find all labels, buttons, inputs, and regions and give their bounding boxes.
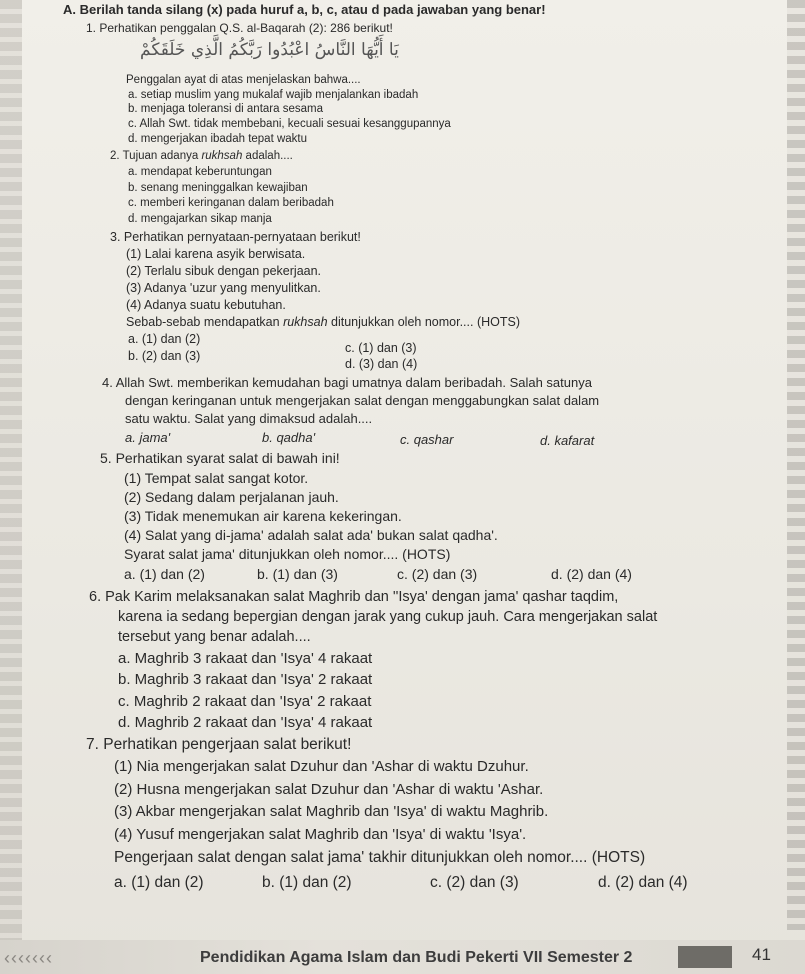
q2-stem: 2. Tujuan adanya rukhsah adalah....	[110, 150, 293, 162]
q2-option-a: a. mendapat keberuntungan	[128, 166, 272, 178]
q5-option-a: a. (1) dan (2)	[124, 566, 205, 582]
q7-stem: 7. Perhatikan pengerjaan salat berikut!	[86, 736, 352, 753]
left-page-edge	[0, 0, 22, 974]
q1-option-a: a. setiap muslim yang mukalaf wajib menjalankan ibadah	[128, 89, 419, 101]
q3-option-b: b. (2) dan (3)	[128, 349, 201, 363]
footer-page-box	[678, 946, 732, 968]
q1-lead: Penggalan ayat di atas menjelaskan bahwa....	[126, 74, 361, 86]
q3-statement-3: (3) Adanya 'uzur yang menyulitkan.	[126, 281, 321, 295]
q7-option-b: b. (1) dan (2)	[262, 874, 352, 891]
q7-statement-3: (3) Akbar mengerjakan salat Maghrib dan 'Isya' di waktu Maghrib.	[114, 803, 549, 820]
q2-option-c: c. memberi keringanan dalam beribadah	[128, 197, 334, 209]
arabic-verse: ﻳَﺎ ﺃَﻳُّﻬَﺎ ﺍﻟﻨَّﺎﺱُ ﺍﻋْﺒُﺪُﻭﺍ ﺭَﺑَّﻜُﻢُ ﺍﻟَّﺬِﻱ ﺧَﻠَﻘَﻜُﻢْ	[140, 40, 399, 60]
q5-statement-4: (4) Salat yang di-jama' adalah salat ada' bukan salat qadha'.	[124, 527, 498, 543]
q4-line-3: satu waktu. Salat yang dimaksud adalah....	[125, 411, 373, 426]
q4-option-c: c. qashar	[400, 432, 454, 447]
q1-option-b: b. menjaga toleransi di antara sesama	[128, 103, 323, 115]
q5-prompt: Syarat salat jama' ditunjukkan oleh nomor.... (HOTS)	[124, 546, 451, 562]
q6-option-c: c. Maghrib 2 rakaat dan 'Isya' 2 rakaat	[118, 693, 372, 710]
q4-option-d: d. kafarat	[540, 433, 595, 448]
q4-line-1: 4. Allah Swt. memberikan kemudahan bagi umatnya dalam beribadah. Salah satunya	[102, 375, 592, 390]
q4-line-2: dengan keringanan untuk mengerjakan salat dengan menggabungkan salat dalam	[125, 393, 600, 408]
q5-option-b: b. (1) dan (3)	[257, 566, 338, 582]
right-page-edge	[787, 0, 805, 930]
section-title: A. Berilah tanda silang (x) pada huruf a, b, c, atau d pada jawaban yang benar!	[63, 2, 546, 17]
q1-option-c: c. Allah Swt. tidak membebani, kecuali sesuai kesanggupannya	[128, 118, 451, 130]
q5-option-c: c. (2) dan (3)	[397, 566, 478, 582]
q2-option-b: b. senang meninggalkan kewajiban	[128, 182, 308, 194]
q2-option-d: d. mengajarkan sikap manja	[128, 213, 272, 225]
q5-option-d: d. (2) dan (4)	[551, 566, 632, 582]
q3-statement-2: (2) Terlalu sibuk dengan pekerjaan.	[126, 264, 322, 278]
q4-option-b: b. qadha'	[262, 430, 316, 445]
footer-arrow-decoration: ‹‹‹‹‹‹‹	[4, 948, 53, 968]
q7-statement-4: (4) Yusuf mengerjakan salat Maghrib dan 'Isya' di waktu 'Isya'.	[114, 826, 527, 843]
q1-option-d: d. mengerjakan ibadah tepat waktu	[128, 133, 308, 145]
q5-stem: 5. Perhatikan syarat salat di bawah ini!	[100, 450, 340, 466]
page-number: 41	[752, 945, 771, 964]
q3-option-c: c. (1) dan (3)	[345, 341, 417, 355]
q1-stem: 1. Perhatikan penggalan Q.S. al-Baqarah (2): 286 berikut!	[86, 21, 393, 35]
q6-line-3: tersebut yang benar adalah....	[118, 629, 311, 645]
q5-statement-3: (3) Tidak menemukan air karena kekeringan.	[124, 508, 402, 524]
q7-option-d: d. (2) dan (4)	[598, 874, 688, 891]
q3-statement-4: (4) Adanya suatu kebutuhan.	[126, 298, 286, 312]
q7-prompt: Pengerjaan salat dengan salat jama' takhir ditunjukkan oleh nomor.... (HOTS)	[114, 849, 646, 866]
q6-option-a: a. Maghrib 3 rakaat dan 'Isya' 4 rakaat	[118, 650, 373, 667]
q7-option-c: c. (2) dan (3)	[430, 874, 519, 891]
q3-stem: 3. Perhatikan pernyataan-pernyataan berikut!	[110, 230, 361, 244]
q7-statement-1: (1) Nia mengerjakan salat Dzuhur dan 'Ashar di waktu Dzuhur.	[114, 758, 529, 775]
book-title: Pendidikan Agama Islam dan Budi Pekerti VII Semester 2	[200, 949, 633, 966]
q5-statement-2: (2) Sedang dalam perjalanan jauh.	[124, 489, 339, 505]
q3-option-a: a. (1) dan (2)	[128, 332, 201, 346]
q3-prompt: Sebab-sebab mendapatkan rukhsah ditunjukkan oleh nomor.... (HOTS)	[126, 315, 520, 329]
q5-statement-1: (1) Tempat salat sangat kotor.	[124, 470, 309, 486]
q3-statement-1: (1) Lalai karena asyik berwisata.	[126, 247, 306, 261]
q6-option-b: b. Maghrib 3 rakaat dan 'Isya' 2 rakaat	[118, 671, 373, 688]
page-footer	[0, 940, 805, 974]
q4-option-a: a. jama'	[125, 430, 171, 445]
q7-statement-2: (2) Husna mengerjakan salat Dzuhur dan 'Ashar di waktu 'Ashar.	[114, 781, 544, 798]
q3-option-d: d. (3) dan (4)	[345, 357, 418, 371]
q7-option-a: a. (1) dan (2)	[114, 874, 204, 891]
q6-line-1: 6. Pak Karim melaksanakan salat Maghrib dan ''Isya' dengan jama' qashar taqdim,	[89, 589, 619, 605]
q6-line-2: karena ia sedang bepergian dengan jarak yang cukup jauh. Cara mengerjakan salat	[118, 609, 658, 625]
q6-option-d: d. Maghrib 2 rakaat dan 'Isya' 4 rakaat	[118, 714, 373, 731]
